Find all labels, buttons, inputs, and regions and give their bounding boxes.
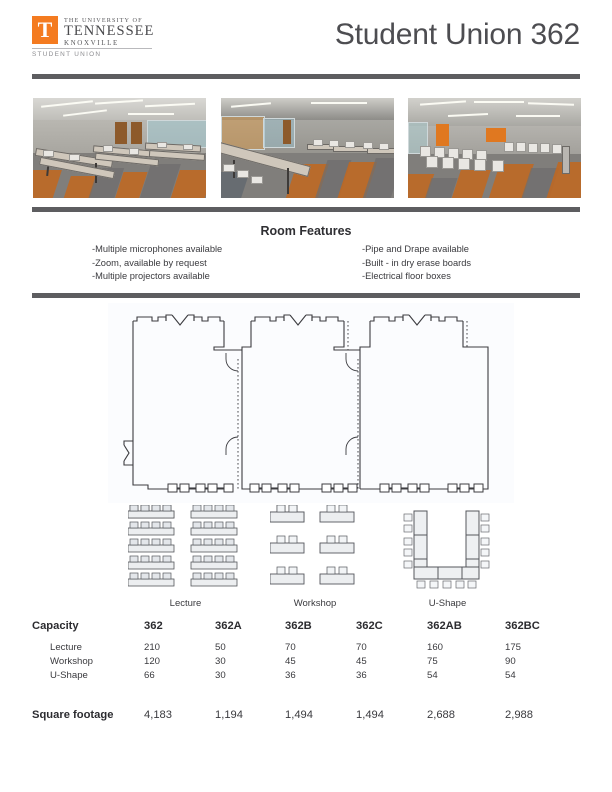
- photo-chair: [103, 145, 113, 152]
- page-header: [0, 0, 612, 70]
- cell-lecture-362c: 70: [356, 642, 367, 653]
- column-header-362ab: 362AB: [427, 620, 462, 632]
- photo-chair: [552, 144, 562, 154]
- cell-ushape-362c: 36: [356, 670, 367, 681]
- cell-lecture-362bc: 175: [505, 642, 522, 653]
- photo-light: [311, 102, 367, 104]
- photo-chair: [458, 158, 470, 170]
- photo-chair: [157, 142, 167, 148]
- tennessee-power-t-icon: T: [32, 16, 58, 44]
- cell-ushape-362a: 30: [215, 670, 226, 681]
- photo-chair: [442, 157, 454, 169]
- square-footage-label: Square footage: [32, 709, 114, 721]
- setup-diagrams: [32, 505, 580, 615]
- divider-rule-features: [32, 207, 580, 212]
- column-header-362b: 362B: [285, 620, 312, 632]
- photo-light: [516, 115, 560, 117]
- photo-chair: [237, 170, 249, 178]
- room-feature-item: -Electrical floor boxes: [362, 271, 451, 281]
- photo-chair: [504, 142, 514, 152]
- capacity-title: Capacity: [32, 620, 79, 632]
- floor-plan-diagram: [108, 303, 514, 503]
- sqft-362: 4,183: [144, 709, 172, 721]
- room-features-list: [92, 243, 562, 284]
- photo-light: [128, 113, 174, 115]
- room-features-heading: Room Features: [260, 224, 352, 238]
- photo-table: [562, 146, 570, 174]
- row-label-lecture: Lecture: [50, 642, 82, 653]
- ushape-layout-svg: [400, 505, 495, 593]
- photo-table-leg: [287, 168, 289, 194]
- logo-line-3: KNOXVILLE: [64, 39, 119, 47]
- floor-plan-svg: [108, 303, 514, 503]
- photo-accent-panel: [486, 128, 506, 142]
- photo-chair: [69, 154, 80, 161]
- setup-diagram-workshop: [270, 505, 360, 609]
- photo-chair: [379, 143, 389, 150]
- photo-chair: [313, 139, 323, 146]
- room-feature-item: -Multiple microphones available: [92, 244, 223, 254]
- column-header-362: 362: [144, 620, 163, 632]
- cell-ushape-362: 66: [144, 670, 155, 681]
- table-row: [32, 655, 580, 669]
- photo-chair: [516, 142, 526, 152]
- cell-lecture-362b: 70: [285, 642, 296, 653]
- workshop-layout-svg: [270, 505, 360, 593]
- photo-chair: [540, 143, 550, 153]
- sqft-362bc: 2,988: [505, 709, 533, 721]
- cell-ushape-362bc: 54: [505, 670, 516, 681]
- cell-workshop-362c: 45: [356, 656, 367, 667]
- cell-workshop-362b: 45: [285, 656, 296, 667]
- logo-line-2: TENNESSEE: [64, 23, 155, 39]
- photo-chair: [129, 148, 139, 155]
- row-label-workshop: Workshop: [50, 656, 94, 667]
- room-feature-item: -Zoom, available by request: [92, 257, 207, 268]
- sqft-362b: 1,494: [285, 709, 313, 721]
- cell-workshop-362ab: 75: [427, 656, 438, 667]
- cell-workshop-362bc: 90: [505, 656, 516, 667]
- room-feature-item: -Multiple projectors available: [92, 271, 210, 281]
- sqft-362ab: 2,688: [427, 709, 455, 721]
- capacity-table: [32, 620, 580, 721]
- room-photo-1: [33, 98, 206, 198]
- column-header-362bc: 362BC: [505, 620, 540, 632]
- cell-workshop-362: 120: [144, 656, 161, 667]
- photo-chair: [492, 160, 504, 172]
- logo-line-1: THE UNIVERSITY OF: [64, 17, 143, 24]
- photo-door: [115, 122, 127, 144]
- photo-chair: [426, 156, 438, 168]
- photo-chair: [43, 150, 54, 157]
- divider-rule-top: [32, 74, 580, 79]
- room-features-column-right: [362, 243, 471, 284]
- cell-lecture-362a: 50: [215, 642, 226, 653]
- photo-chair: [345, 141, 355, 148]
- setup-label-workshop: Workshop: [293, 598, 337, 609]
- room-photo-2: [221, 98, 394, 198]
- setup-diagram-ushape: [400, 505, 495, 609]
- photo-door: [283, 120, 291, 144]
- photo-chair: [363, 142, 373, 149]
- row-label-ushape: U-Shape: [50, 670, 88, 681]
- setup-label-lecture: Lecture: [169, 598, 202, 609]
- cell-workshop-362a: 30: [215, 656, 226, 667]
- capacity-table-grid: [32, 620, 580, 721]
- photo-light: [474, 101, 524, 103]
- logo-wordmark: [64, 16, 154, 48]
- photo-chair: [251, 176, 263, 184]
- setup-label-ushape: U-Shape: [428, 598, 467, 609]
- column-header-362c: 362C: [356, 620, 383, 632]
- column-header-362a: 362A: [215, 620, 242, 632]
- lecture-layout-svg: [128, 505, 243, 593]
- table-row: [32, 669, 580, 683]
- photo-chair: [329, 140, 339, 147]
- divider-rule-floorplan: [32, 293, 580, 298]
- photo-chair: [528, 143, 538, 153]
- photo-strip: [33, 98, 581, 198]
- cell-ushape-362b: 36: [285, 670, 296, 681]
- room-features-column-left: [92, 243, 362, 284]
- room-feature-item: -Built - in dry erase boards: [362, 257, 472, 268]
- photo-chair: [474, 159, 486, 171]
- square-footage-row: [32, 683, 580, 721]
- university-logo: [32, 16, 154, 48]
- photo-chair: [223, 164, 235, 172]
- sqft-362a: 1,194: [215, 709, 243, 721]
- table-row: [32, 641, 580, 655]
- page-title: Student Union 362: [334, 18, 580, 51]
- photo-door: [131, 122, 142, 144]
- room-photo-3: [408, 98, 581, 198]
- cell-lecture-362ab: 160: [427, 642, 444, 653]
- operable-partition: [238, 321, 467, 489]
- cell-ushape-362ab: 54: [427, 670, 438, 681]
- cell-lecture-362: 210: [144, 642, 161, 653]
- sqft-362c: 1,494: [356, 709, 384, 721]
- logo-subunit-label: STUDENT UNION: [32, 48, 152, 58]
- room-feature-item: -Pipe and Drape available: [362, 244, 469, 254]
- photo-door: [436, 124, 449, 146]
- setup-diagram-lecture: [128, 505, 243, 609]
- table-header-row: [32, 620, 580, 641]
- photo-chair: [183, 144, 193, 150]
